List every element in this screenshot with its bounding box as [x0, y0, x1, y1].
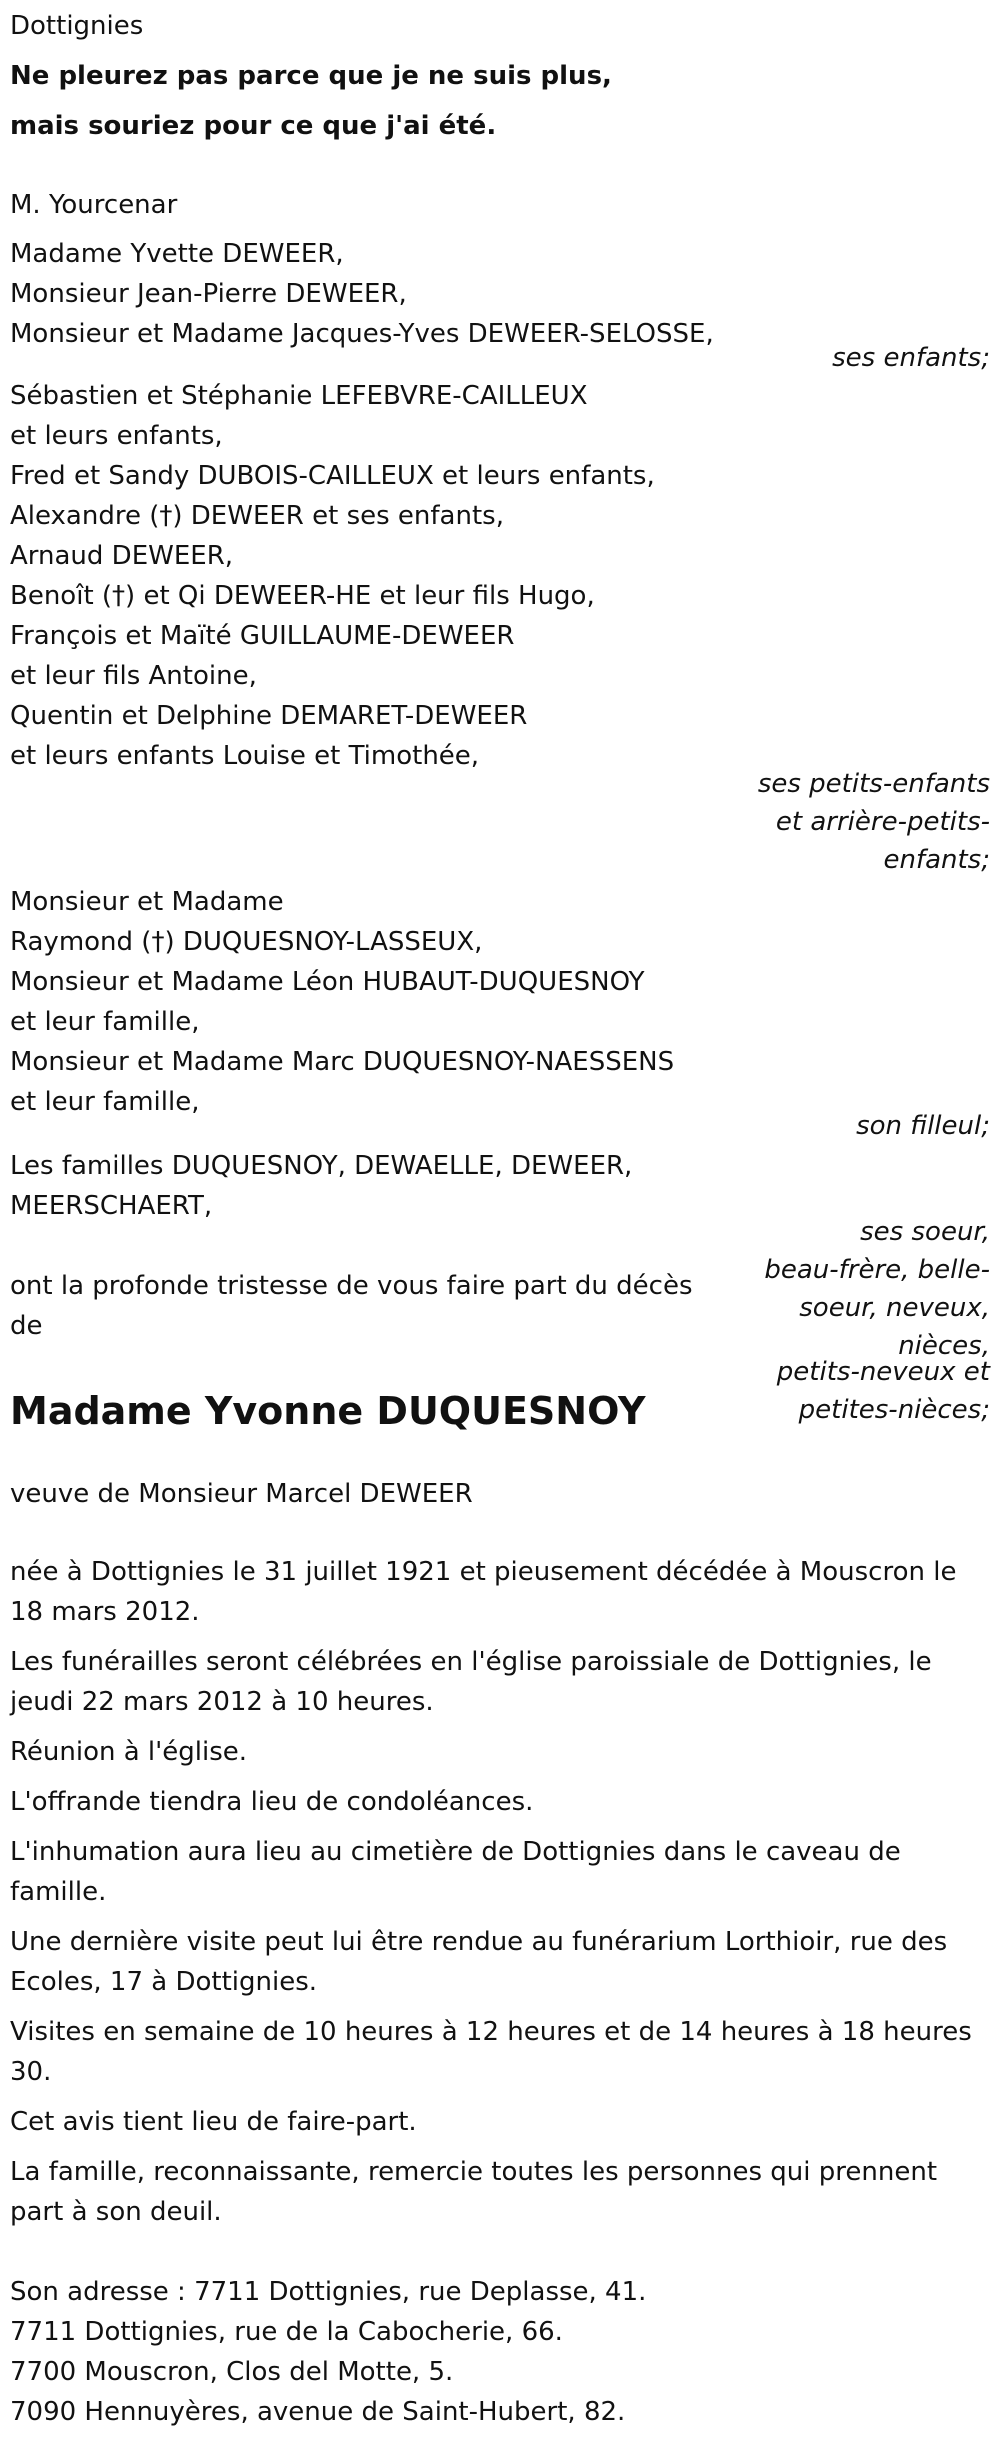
detail-line: L'offrande tiendra lieu de condoléances. [10, 1787, 534, 1817]
family-member: Les familles DUQUESNOY, DEWAELLE, DEWEER, [10, 1151, 633, 1181]
relation-label: petits-neveux et [776, 1357, 990, 1387]
detail-line: L'inhumation aura lieu au cimetière de Dottignies dans le caveau de [10, 1837, 901, 1867]
family-member: Raymond (†) DUQUESNOY-LASSEUX, [10, 927, 483, 957]
address-line: 7700 Mouscron, Clos del Motte, 5. [10, 2357, 454, 2387]
announcement-text: ont la profonde tristesse de vous faire part du décès [10, 1271, 693, 1301]
family-member: Madame Yvette DEWEER, [10, 239, 344, 269]
detail-line: 30. [10, 2057, 52, 2087]
announcement-text: de [10, 1311, 43, 1341]
family-member: Monsieur et Madame Jacques-Yves DEWEER-SELOSSE, [10, 319, 714, 349]
relation-label: son filleul; [856, 1111, 990, 1141]
relation-label: nièces, [898, 1331, 990, 1361]
quote-author: M. Yourcenar [10, 190, 178, 220]
family-member: MEERSCHAERT, [10, 1191, 213, 1221]
detail-line: La famille, reconnaissante, remercie toutes les personnes qui prennent [10, 2157, 938, 2187]
family-member: et leur fils Antoine, [10, 661, 257, 691]
detail-line: Cet avis tient lieu de faire-part. [10, 2107, 417, 2137]
family-member: Monsieur et Madame Marc DUQUESNOY-NAESSENS [10, 1047, 675, 1077]
relation-label: ses soeur, [860, 1217, 990, 1247]
family-member: Monsieur Jean-Pierre DEWEER, [10, 279, 407, 309]
detail-line: part à son deuil. [10, 2197, 222, 2227]
address-line: Son adresse : 7711 Dottignies, rue Deplasse, 41. [10, 2277, 647, 2307]
family-member: Monsieur et Madame Léon HUBAUT-DUQUESNOY [10, 967, 645, 997]
family-member: Quentin et Delphine DEMARET-DEWEER [10, 701, 528, 731]
family-member: et leur famille, [10, 1007, 200, 1037]
family-member: Fred et Sandy DUBOIS-CAILLEUX et leurs enfants, [10, 461, 655, 491]
detail-line: jeudi 22 mars 2012 à 10 heures. [10, 1687, 434, 1717]
detail-line: Réunion à l'église. [10, 1737, 248, 1767]
relation-label: beau-frère, belle- [764, 1255, 990, 1285]
address-line: 7090 Hennuyères, avenue de Saint-Hubert, 82. [10, 2397, 626, 2427]
family-member: Alexandre (†) DEWEER et ses enfants, [10, 501, 504, 531]
family-member: François et Maïté GUILLAUME-DEWEER [10, 621, 515, 651]
family-member: Benoît (†) et Qi DEWEER-HE et leur fils Hugo, [10, 581, 595, 611]
relation-label: et arrière-petits- [775, 807, 990, 837]
family-member: et leurs enfants, [10, 421, 223, 451]
relation-label: soeur, neveux, [799, 1293, 990, 1323]
detail-line: famille. [10, 1877, 107, 1907]
relation-label: ses petits-enfants [757, 769, 990, 799]
detail-line: Visites en semaine de 10 heures à 12 heures et de 14 heures à 18 heures [10, 2017, 972, 2047]
family-member: Monsieur et Madame [10, 887, 284, 917]
place-heading: Dottignies [10, 11, 144, 41]
detail-line: Une dernière visite peut lui être rendue au funérarium Lorthioir, rue des [10, 1927, 948, 1957]
detail-line: 18 mars 2012. [10, 1597, 200, 1627]
family-member: Arnaud DEWEER, [10, 541, 234, 571]
family-member: et leurs enfants Louise et Timothée, [10, 741, 480, 771]
detail-line: née à Dottignies le 31 juillet 1921 et pieusement décédée à Mouscron le [10, 1557, 957, 1587]
relation-label: enfants; [883, 845, 990, 875]
widow-of: veuve de Monsieur Marcel DEWEER [10, 1479, 473, 1509]
deceased-name: Madame Yvonne DUQUESNOY [10, 1389, 646, 1433]
family-member: Sébastien et Stéphanie LEFEBVRE-CAILLEUX [10, 381, 588, 411]
detail-line: Ecoles, 17 à Dottignies. [10, 1967, 318, 1997]
address-line: 7711 Dottignies, rue de la Cabocherie, 66. [10, 2317, 563, 2347]
quote-line: mais souriez pour ce que j'ai été. [10, 111, 497, 141]
relation-label: petites-nièces; [798, 1395, 990, 1425]
family-member: et leur famille, [10, 1087, 200, 1117]
detail-line: Les funérailles seront célébrées en l'église paroissiale de Dottignies, le [10, 1647, 932, 1677]
quote-line: Ne pleurez pas parce que je ne suis plus, [10, 61, 612, 91]
relation-label: ses enfants; [832, 343, 990, 373]
